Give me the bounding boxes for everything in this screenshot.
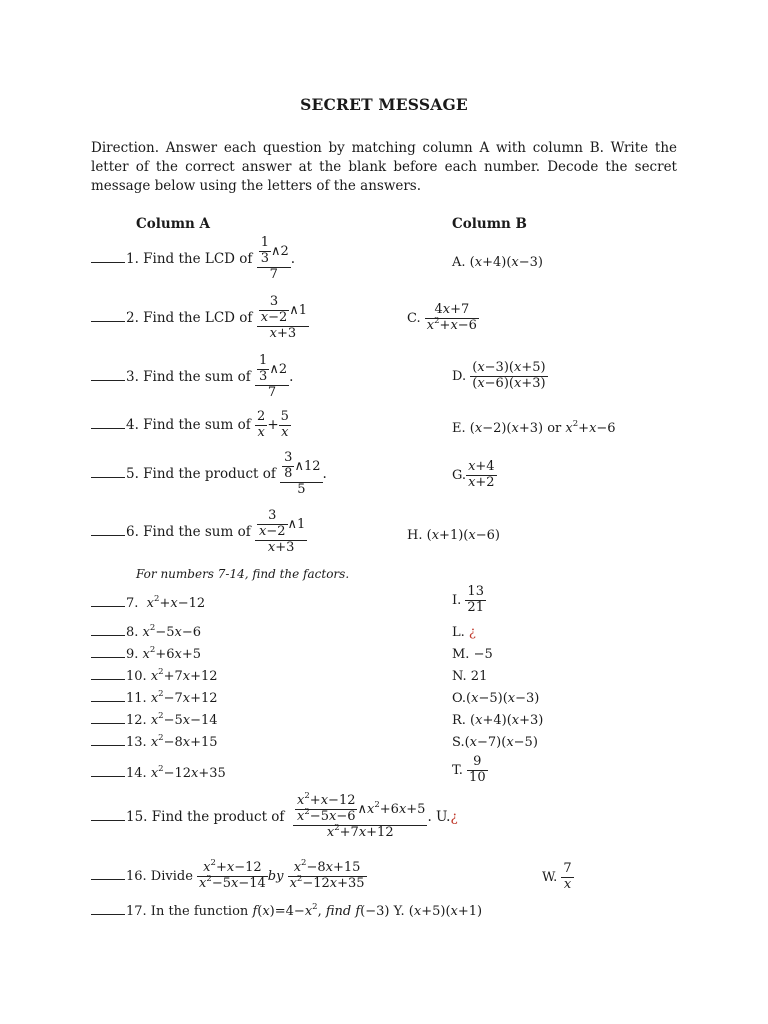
answer-m: M. −5	[452, 647, 493, 662]
question-1: 1. Find the LCD of $\frac{1}{3}$ ∧2 7 .	[91, 236, 295, 283]
question-17: 17. In the function $f(x)=4-x^2$, find f(−3) Y. (x+5)(x+1)	[91, 904, 482, 919]
answer-l: L. ¿	[452, 625, 476, 640]
question-5: 5. Find the product of $\frac{3}{8}$ ∧12 5 .	[91, 451, 327, 498]
fraction: $\frac{1}{3}$ ∧2 7	[257, 236, 291, 283]
directions-paragraph: Direction. Answer each question by matching column A with column B. Write the letter of the correct answer at the blank before each number. Decode the secret message below using the letters of the answers.	[91, 140, 677, 194]
question-15: 15. Find the product of $\frac{x^2+x-12}{x^2-5x-6}$ $\wedge x^2+6x+5$ $x^2+7x+12$ . U.¿	[91, 794, 458, 841]
answer-g: G. $\frac{x+4}{x+2}$	[452, 459, 495, 490]
answer-blank[interactable]	[91, 427, 125, 429]
answer-blank[interactable]	[91, 913, 125, 915]
answer-s: S.(x−7)(x−5)	[452, 735, 538, 750]
answer-y: Y. (x+5)(x+1)	[393, 904, 483, 919]
question-16: 16. Divide $\frac{x^2+x-12}{x^2-5x-14}$ by $\frac{x^2-8x+15}{x^2-12x+35}$	[91, 861, 367, 892]
answer-t: T. $\frac{9}{10}$	[452, 754, 486, 785]
question-13: 13. $x^2-8x+15$	[91, 735, 218, 750]
answer-blank[interactable]	[91, 476, 125, 478]
answer-blank[interactable]	[91, 819, 125, 821]
column-a-header: Column A	[136, 216, 210, 232]
answer-e: E. (x−2)(x+3) or $x^2+x-6$	[452, 419, 616, 436]
answer-blank[interactable]	[91, 534, 125, 536]
answer-n: N. 21	[452, 669, 488, 684]
answer-o: O.(x−5)(x−3)	[452, 691, 540, 706]
answer-w: W. $\frac{7}{x}$	[542, 861, 572, 892]
question-8: 8. $x^2-5x-6$	[91, 625, 201, 640]
question-14: 14. $x^2-12x+35$	[91, 766, 226, 781]
column-b-header: Column B	[452, 216, 527, 232]
fraction: $\frac{3}{x-2}$ ∧1 x+3	[257, 295, 309, 342]
answer-blank[interactable]	[91, 261, 125, 263]
question-2: 2. Find the LCD of $\frac{3}{x-2}$ ∧1 x+3	[91, 295, 309, 342]
answer-h: H. (x+1)(x−6)	[407, 528, 500, 543]
answer-a: A. (x+4)(x−3)	[452, 255, 543, 270]
question-7: 7. $x^2+x-12$	[91, 596, 205, 611]
fraction: $\frac{3}{x-2}$ ∧1 x+3	[255, 509, 307, 556]
question-9: 9. $x^2+6x+5$	[91, 647, 201, 662]
answer-u: U.¿	[436, 808, 458, 825]
answer-r: R. (x+4)(x+3)	[452, 713, 544, 728]
answer-blank[interactable]	[91, 320, 125, 322]
question-12: 12. $x^2-5x-14$	[91, 713, 218, 728]
question-6: 6. Find the sum of $\frac{3}{x-2}$ ∧1 x+3	[91, 509, 307, 556]
instruction-note: For numbers 7-14, find the factors.	[136, 567, 350, 581]
answer-i: I. $\frac{13}{21}$	[452, 584, 484, 615]
answer-c: C. $\frac{4x+7}{x^2+x-6}$	[407, 302, 477, 333]
answer-d: D. $\frac{(x-3)(x+5)}{(x-6)(x+3)}$	[452, 360, 546, 391]
question-4: 4. Find the sum of $\frac{2}{x}$ + $\frac{5}{x}$	[91, 410, 291, 441]
answer-blank[interactable]	[91, 878, 125, 880]
fraction: $\frac{3}{8}$ ∧12 5	[280, 451, 322, 498]
question-11: 11. $x^2-7x+12$	[91, 691, 218, 706]
page-title: SECRET MESSAGE	[300, 95, 468, 114]
fraction: $\frac{x^2+x-12}{x^2-5x-6}$ $\wedge x^2+6x+5$ $x^2+7x+12$	[293, 794, 427, 841]
question-3: 3. Find the sum of $\frac{1}{3}$ ∧2 7 .	[91, 354, 293, 401]
question-10: 10. $x^2+7x+12$	[91, 669, 218, 684]
fraction: $\frac{1}{3}$ ∧2 7	[255, 354, 289, 401]
answer-blank[interactable]	[91, 379, 125, 381]
